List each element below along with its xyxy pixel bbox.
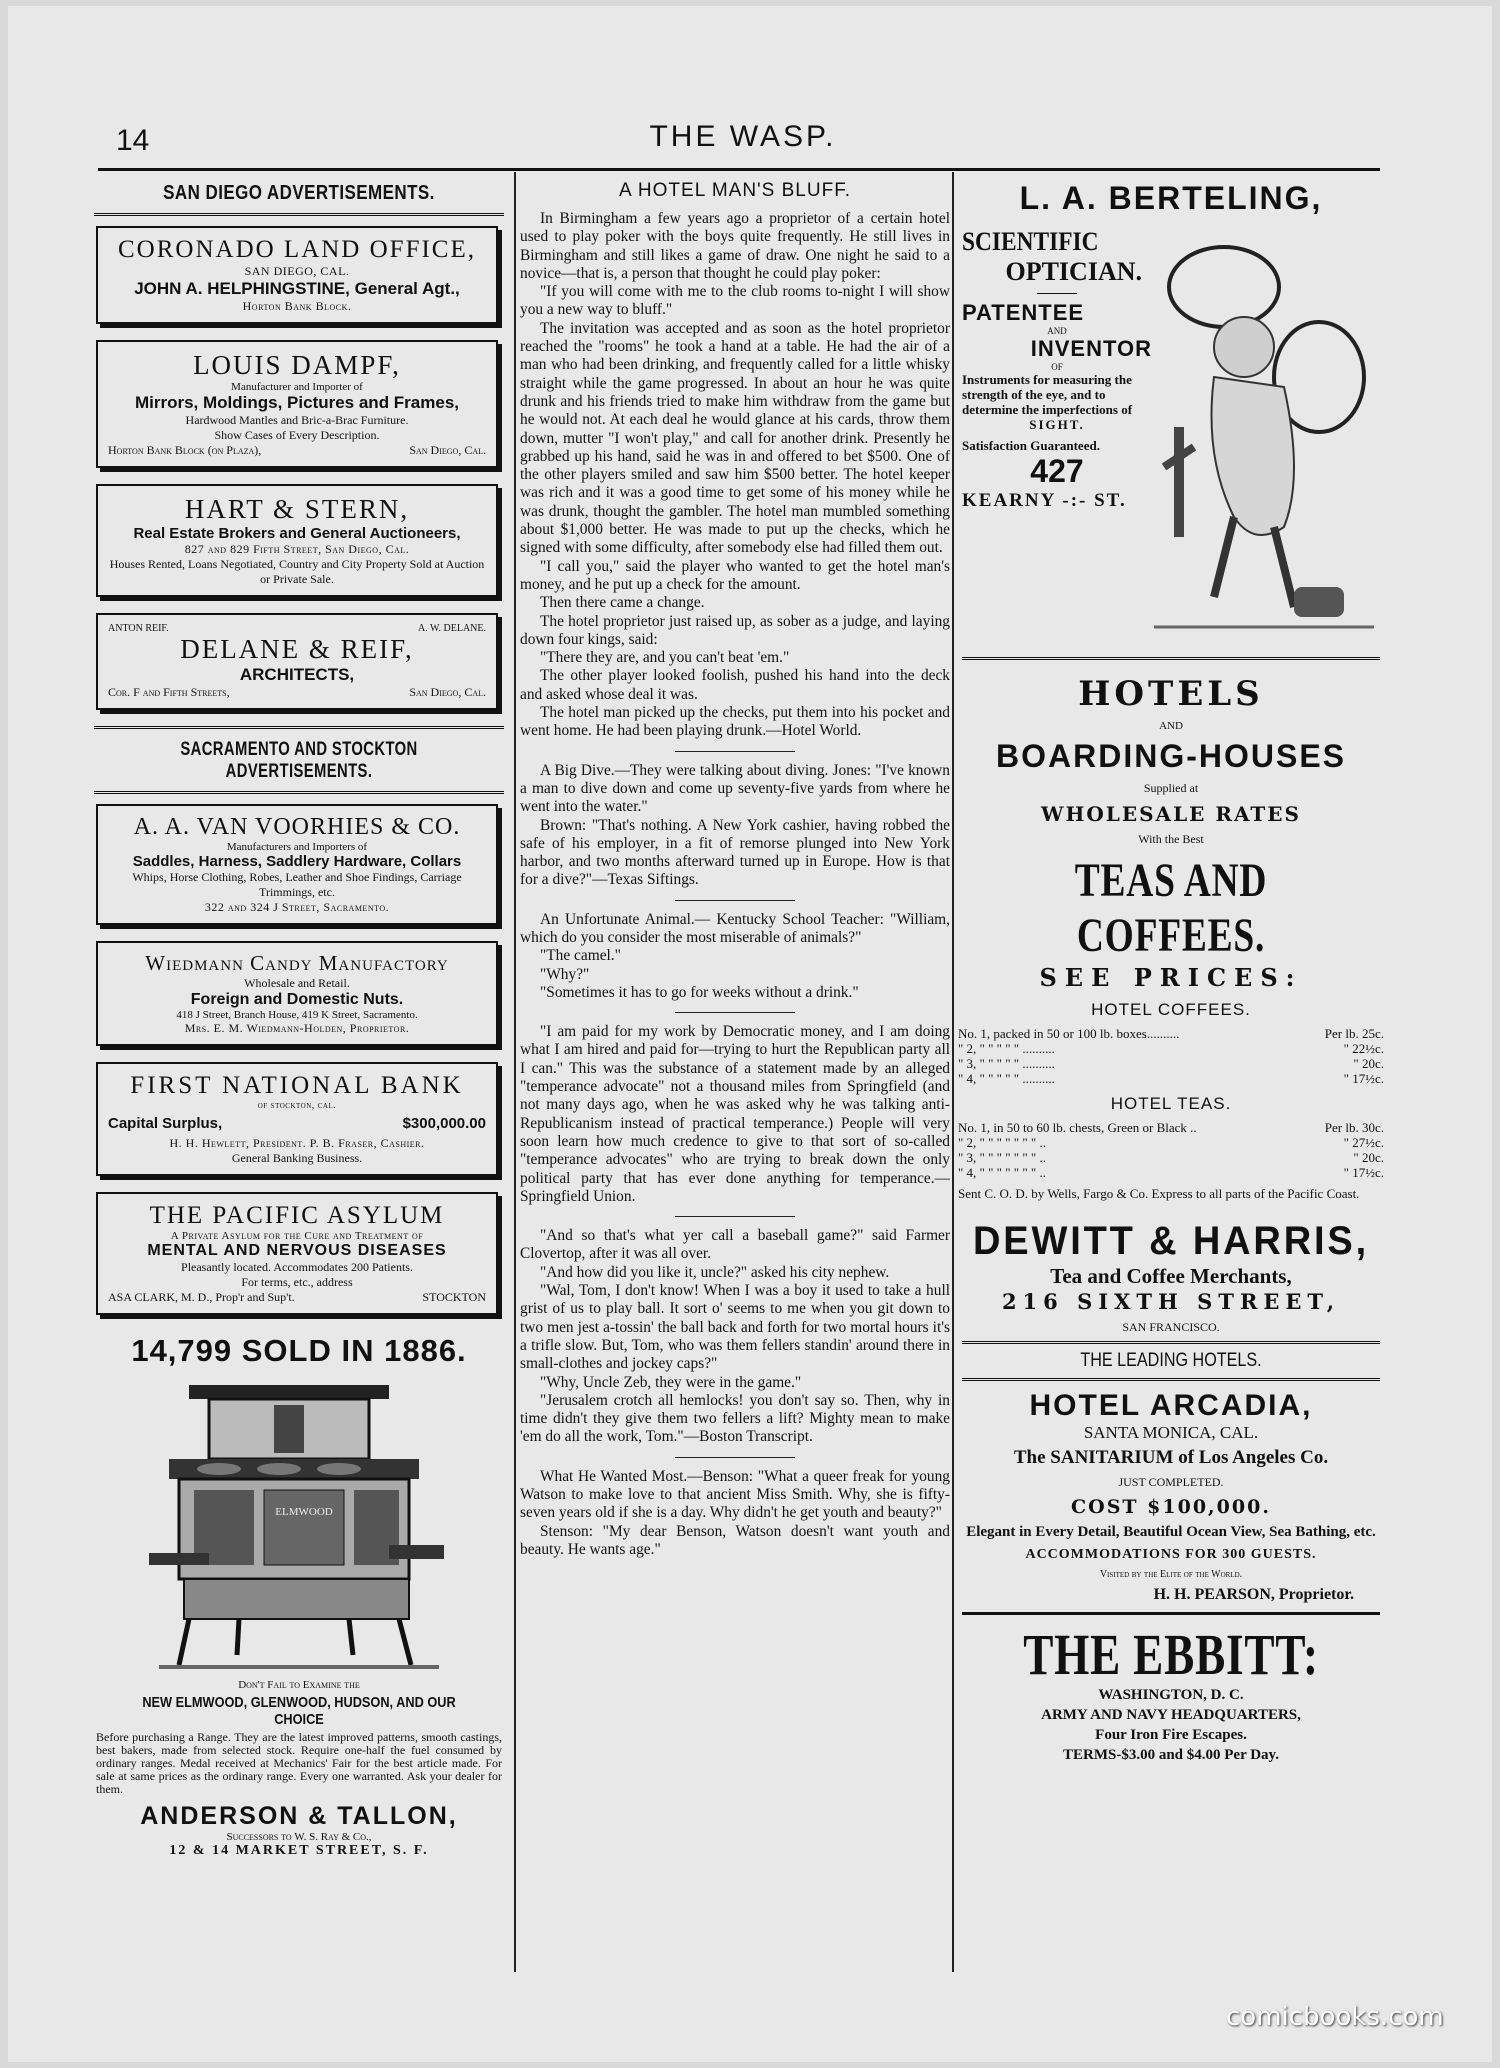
paragraph: "If you will come with me to the club rooms to-night I will show you a new way to bluff." [520,283,950,319]
ad-goods-2: Whips, Horse Clothing, Robes, Leather and Shoe Findings, Carriage Trimmings, etc. [132,870,462,899]
ad-city: WASHINGTON, D. C. [1098,1687,1244,1703]
price-value: Per lb. 25c. [1324,1026,1384,1041]
ad-title: Wiedmann Candy Manufactory [145,951,449,975]
first-national-bank-ad [96,1062,498,1176]
leading-hotels-heading: THE LEADING HOTELS. [1080,1350,1262,1371]
price-value: " 27½c. [1343,1135,1384,1150]
ad-city: SAN DIEGO, CAL. [244,264,350,278]
ad-goods: Saddles, Harness, Saddlery Hardware, Collars [132,853,462,870]
street-name: KEARNY -:- ST. [962,490,1127,511]
svg-text:ELMWOOD: ELMWOOD [275,1506,333,1518]
separator [675,900,795,901]
ad-city: SANTA MONICA, CAL. [1083,1423,1259,1442]
price-value: " 17½c. [1343,1071,1384,1086]
ad-terms: For terms, etc., address [241,1275,353,1289]
paragraph: The hotel man picked up the checks, put them into his pocket and went home. He had been playing drunk.—Hotel World. [520,704,950,740]
paragraph: The invitation was accepted and as soon as the hotel proprietor reached the "rooms" he took a hand at a table. He had the air of a man who had been drinking, and frequently called for a little whisky straight while the game progressed. In about an hour he was quite drunk and his friends tried to make him withdraw from the game but he would not. At each deal he would glance at his cards, throw them down, mutter "I won't play," and call for another drink. Presently he grabbed up his hand, said he was in and offered to bet $500. One of the other players smiled and saw him $500 better. The hotel keeper was rich and it was a good time to get some of his money while he was drunk, thought the gambler. The hotel man mumbled something about $1,000 better. He was made to put up the checks, which he signed with some difficulty, after somebody else had filled them out. [520,319,950,557]
ad-address: Cor. F and Fifth Streets, [108,685,230,699]
paragraph: The other player looked foolish, pushed his hand into the deck and asked whose deal it was. [520,667,950,703]
sacramento-heading: SACRAMENTO AND STOCKTON ADVERTISEMENTS. [180,739,418,782]
pacific-asylum-ad [96,1192,498,1315]
divider [962,1378,1380,1381]
dealer-address: 12 & 14 MARKET STREET, S. F. [169,1843,429,1858]
price-row [958,1041,1384,1056]
divider [94,213,504,216]
paragraph: Stenson: "My dear Benson, Watson doesn't want youth and beauty. He wants age." [520,1522,950,1558]
capital-label: Capital Surplus, [108,1115,223,1132]
right-column [958,172,1384,1982]
accommodations: ACCOMMODATIONS FOR 300 GUESTS. [1025,1547,1317,1562]
ad-proprietor: ASA CLARK, M. D., Prop'r and Sup't. [108,1290,295,1304]
ad-sub: Tea and Coffee Merchants, [1050,1264,1292,1288]
header-rule [98,168,1380,171]
stove-illustration [149,1375,449,1675]
and-label: AND [1047,326,1067,336]
delane-reif-ad [96,613,498,710]
berteling-ad [958,180,1384,657]
paragraph: "I am paid for my work by Democratic money, and I am doing what I am hired and paid for—trying to hurt the Republican party all I can." This was the substance of a statement made by an alleged "temperance advocate" not a thousand miles from Springfield (and not many days ago, when he was asked why he was talking anti-Republicanism instead of practical temperance.) People will very soon learn how much credence to give to that sort of so-called "temperance advocates" who are trying to break down the only political party that has ever done anything for temperance.—Springfield Union. [520,1023,950,1205]
hotels-ad [958,674,1384,1201]
ad-note: Pleasantly located. Accommodates 200 Patients. [181,1260,413,1274]
paragraph: Brown: "That's nothing. A New York cashier, having robbed the safe of his employer, in a fit of remorse plunged into New York harbor, and two months afterward turned up in Europe. How is that for a dive?"—Texas Siftings. [520,816,950,889]
ad-sub: Real Estate Brokers and General Auctioneers, [133,525,461,542]
ad-agent: JOHN A. HELPHINGSTINE, General Agt., [134,279,460,298]
ad-sub: ARCHITECTS, [239,665,355,684]
optician-label: OPTICIAN. [1005,257,1142,286]
ad-title: DELANE & REIF, [180,634,414,664]
wholesale-rates: WHOLESALE RATES [1041,802,1301,826]
price-row [958,1150,1384,1165]
hart-stern-ad [96,484,498,597]
paragraph: A Big Dive.—They were talking about diving. Jones: "I've known a man to dive down and come up seventy-five yards from where he went into the water." [520,761,950,816]
column-rule-right [952,172,954,1972]
inventor-label: INVENTOR [1030,336,1152,361]
watermark: comicbooks.com [1226,2002,1444,2032]
terms-line: TERMS-$3.00 and $4.00 Per Day. [1063,1747,1279,1763]
teas-heading: HOTEL TEAS. [1110,1094,1232,1113]
paragraph: "Why?" [540,965,590,983]
scientific-label: SCIENTIFIC [962,227,1099,256]
ad-sub: A Private Asylum for the Cure and Treatment of [170,1230,424,1242]
stove-headline: 14,799 SOLD IN 1886. [131,1333,467,1368]
price-row [958,1071,1384,1086]
ad-goods-2: Hardwood Mantles and Bric-a-Brac Furniture. [185,413,409,427]
paragraph: "Jerusalem crotch all hemlocks! you don't say so. Then, why in time didn't they give them two fellers a lift? Mighty mean to make 'em do all the work, Tom."—Boston Transcript. [520,1391,950,1446]
article-body [520,210,950,741]
stove-ad [90,1333,508,1859]
left-column [90,172,508,1982]
price-item: " 3, " " " " " .......... [958,1056,1055,1071]
price-value: " 22½c. [1343,1041,1384,1056]
ad-goods: Foreign and Domestic Nuts. [190,991,404,1008]
article-title: A HOTEL MAN'S BLUFF. [619,180,851,201]
satisfaction-text: Satisfaction Guaranteed. [962,438,1100,453]
stove-caption: Don't Fail to Examine the [238,1679,360,1691]
divider [962,1612,1380,1615]
divider [962,1341,1380,1344]
visited-note: Visited by the Elite of the World. [1099,1569,1243,1580]
ebbitt-ad [958,1622,1384,1765]
san-diego-heading: SAN DIEGO ADVERTISEMENTS. [163,182,435,204]
ad-proprietor: H. H. PEARSON, Proprietor. [1153,1586,1354,1603]
price-row [958,1165,1384,1180]
stove-body: Before purchasing a Range. They are the latest improved patterns, smooth castings, best bakers, made from selected stock. Require one-half the fuel consumed by ordinary ranges. Medal received at Mechanics' Fair for the best article made. For sale at same prices as the ordinary range. Every one warranted. Ask your dealer for them. [96,1730,502,1796]
ad-city: STOCKTON [422,1290,486,1304]
ad-title: CORONADO LAND OFFICE, [118,236,476,263]
teas-coffees: TEAS AND COFFEES. [1074,854,1268,962]
price-row [958,1135,1384,1150]
capital-value: $300,000.00 [402,1115,486,1132]
separator [675,751,795,752]
separator [675,1216,795,1217]
best-label: With the Best [1138,832,1204,846]
price-value: " 17½c. [1343,1165,1384,1180]
divider [94,726,504,729]
ad-address: Horton Bank Block (on Plaza), [108,443,262,457]
price-value: " 20c. [1353,1056,1384,1071]
separator [675,1457,795,1458]
shipping-note: Sent C. O. D. by Wells, Fargo & Co. Express to all parts of the Pacific Coast. [958,1186,1360,1201]
paragraph: In Birmingham a few years ago a proprietor of a certain hotel used to play poker with the boys quite frequently. He still lives in Birmingham and still likes a game of draw. One night he said to a novice—that is, a person that thought he could play poker: [520,210,950,282]
paragraph: "And so that's what yer call a baseball game?" said Farmer Clovertop, after it was all over. [520,1227,950,1263]
ad-title: THE EBBITT: [1023,1622,1319,1687]
coronado-ad [96,226,498,324]
ad-title: LOUIS DAMPF, [193,350,401,380]
cherub-illustration [1154,227,1374,637]
sanitarium-line: The SANITARIUM of Los Angeles Co. [1013,1447,1329,1468]
ad-goods: Mirrors, Moldings, Pictures and Frames, [134,393,460,412]
fire-escapes-line: Four Iron Fire Escapes. [1095,1727,1247,1743]
ad-address: 418 J Street, Branch House, 419 K Street, Sacramento. [176,1009,418,1021]
coffee-price-list [958,1026,1384,1086]
ad-title: HART & STERN, [184,494,410,524]
ad-city: San Diego, Cal. [409,685,486,699]
headquarters-line: ARMY AND NAVY HEADQUARTERS, [1041,1707,1301,1723]
paragraph: The hotel proprietor just raised up, as sober as a judge, and laying down four kings, said: [520,612,950,648]
price-value: Per lb. 30c. [1324,1120,1384,1135]
boarding-houses: BOARDING-HOUSES [995,738,1346,774]
ad-note: General Banking Business. [231,1151,363,1165]
of-label: OF [1051,362,1063,372]
middle-column [520,172,950,1982]
patentee-label: PATENTEE [962,300,1085,325]
ad-title: DEWITT & HARRIS, [972,1219,1370,1263]
ad-city: SAN FRANCISCO. [1122,1320,1220,1334]
divider [962,657,1380,660]
tea-price-list [958,1120,1384,1180]
column-rule-left [514,172,516,1972]
price-row [958,1026,1384,1041]
separator [675,1012,795,1013]
paragraph: An Unfortunate Animal.— Kentucky School Teacher: "William, which do you consider the most miserable of animals?" [520,910,950,946]
ad-sub: Manufacturer and Importer of [231,381,363,393]
price-item: " 2, " " " " " " " .. [958,1135,1046,1150]
ad-title: FIRST NATIONAL BANK [130,1072,464,1099]
ad-city: San Diego, Cal. [409,443,486,457]
street-number: 427 [1030,453,1084,489]
dealer-name: ANDERSON & TALLON, [140,1802,458,1830]
ad-title: HOTELS [1078,674,1264,714]
supplied-label: Supplied at [1143,781,1199,795]
price-value: " 20c. [1353,1150,1384,1165]
instruments-text: Instruments for measuring the strength of the eye, and to determine the imperfections of [962,372,1133,417]
price-item: No. 1, in 50 to 60 lb. chests, Green or Black .. [958,1120,1197,1135]
van-voorhies-ad [96,804,498,925]
price-row [958,1120,1384,1135]
paragraph: "I call you," said the player who wanted to get the hotel man's money, and he put up a check for the amount. [520,557,950,593]
dealer-successors: Successors to W. S. Ray & Co., [226,1831,372,1843]
completed-label: JUST COMPLETED. [1118,1475,1224,1489]
price-row [958,1056,1384,1071]
cost-label: COST $100,000. [1071,1496,1271,1518]
ad-goods-3: Show Cases of Every Description. [214,428,380,442]
paragraph: What He Wanted Most.—Benson: "What a queer freak for young Watson to make love to that ancient Miss Smith. Why, she is fifty-seven years old if she is a day. Why didn't he get youth and beauty?" [520,1467,950,1522]
dewitt-harris-ad [958,1219,1384,1335]
see-prices: SEE PRICES: [1039,963,1303,992]
ad-proprietor: Mrs. E. M. Wiedmann-Holden, Proprietor. [184,1021,410,1035]
partner-name: A. W. DELANE. [417,623,486,634]
price-item: " 3, " " " " " " " .. [958,1150,1046,1165]
ad-address: Horton Bank Block. [242,299,352,313]
partner-name: ANTON REIF. [108,623,169,634]
ad-address: 827 and 829 Fifth Street, San Diego, Cal. [184,542,410,556]
ad-sub: Manufacturers and Importers of [226,841,368,853]
stove-brands: NEW ELMWOOD, GLENWOOD, HUDSON, AND OUR CHOICE [142,1694,456,1728]
sight-label: SIGHT. [1029,417,1085,432]
ad-title: THE PACIFIC ASYLUM [149,1202,445,1229]
price-item: " 4, " " " " " " " .. [958,1165,1046,1180]
paragraph: "There they are, and you can't beat 'em." [540,649,790,667]
paragraph: "Sometimes it has to go for weeks without a drink." [540,983,859,1001]
ad-sub: Wholesale and Retail. [244,976,350,990]
hotel-arcadia-ad [958,1389,1384,1604]
ad-title: HOTEL ARCADIA, [1029,1389,1313,1422]
price-item: " 4, " " " " " .......... [958,1071,1055,1086]
paragraph: "Why, Uncle Zeb, they were in the game." [540,1373,802,1391]
paragraph: "The camel." [540,947,621,965]
price-item: " 2, " " " " " .......... [958,1041,1055,1056]
paragraph: "And how did you like it, uncle?" asked his city nephew. [540,1263,890,1281]
ad-goods: MENTAL AND NERVOUS DISEASES [147,1242,447,1259]
divider [94,791,504,794]
paragraph: "Wal, Tom, I don't know! When I was a boy it used to take a hull grist of us to play ball. It sort o' seems to me when you git down to two men jest a-tossin' the ball back and forth for two mortal hours it's a trifle slow. But, Tom, who was them fellers standin' around there in small-clothes and jockey caps?" [520,1282,950,1373]
ad-address: 216 SIXTH STREET, [1001,1289,1341,1314]
page-number: 14 [116,124,150,157]
wiedmann-ad [96,941,498,1046]
ad-sub: of stockton, cal. [257,1100,337,1111]
paragraph: Then there came a change. [540,594,705,612]
ad-note: Houses Rented, Loans Negotiated, Country and City Property Sold at Auction or Private Sale. [109,557,485,586]
publication-title: THE WASP. [649,120,837,153]
ad-title: A. A. VAN VOORHIES & CO. [133,814,461,840]
ad-address: 322 and 324 J Street, Sacramento. [204,900,390,914]
ad-officers: H. H. Hewlett, President. P. B. Fraser, Cashier. [169,1136,425,1150]
price-item: No. 1, packed in 50 or 100 lb. boxes.......... [958,1026,1180,1041]
coffees-heading: HOTEL COFFEES. [1091,1000,1251,1019]
ad-title: L. A. BERTELING, [1019,180,1323,216]
dampf-ad [96,340,498,468]
and-label: AND [1159,720,1183,732]
description: Elegant in Every Detail, Beautiful Ocean View, Sea Bathing, etc. [966,1524,1376,1540]
